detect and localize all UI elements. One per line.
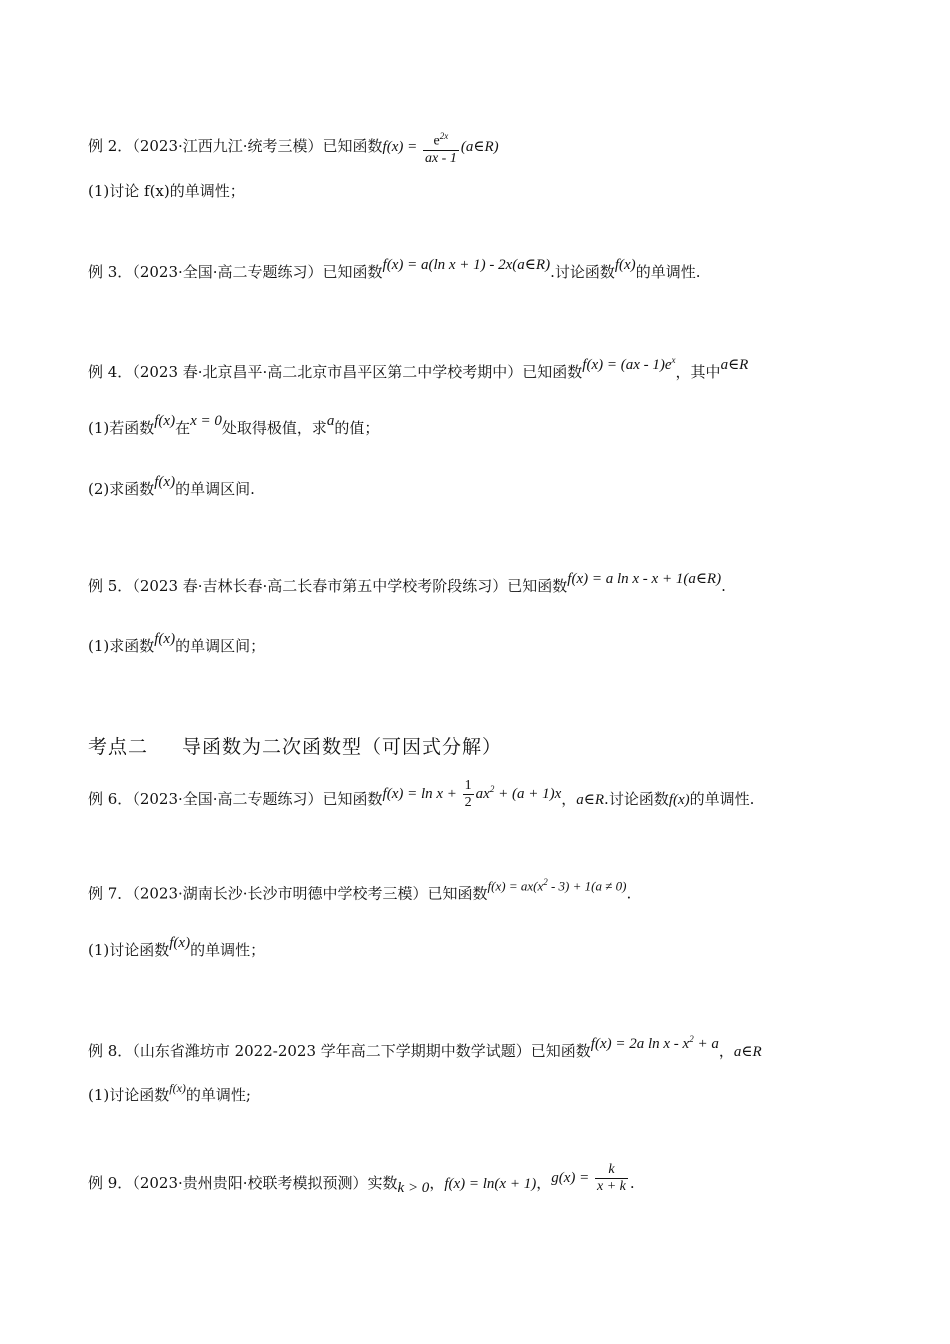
function-formula: f(x) = a(ln x + 1) - 2x(a∈R) (382, 257, 551, 273)
example-4-question-2: (2)求函数f(x)的单调区间. (88, 474, 255, 498)
example-label: 例 5． (88, 577, 133, 595)
section-subtitle: 导函数为二次函数型（可因式分解） (182, 736, 503, 758)
example-7-question-1: (1)讨论函数f(x)的单调性； (88, 935, 266, 959)
example-9-statement: 例 9．（2023·贵州贵阳·校联考模拟预测）实数k > 0，f(x) = ln(x + 1)，g(x) = $\frac{k}{x + k}$ . (88, 1162, 635, 1196)
example-7-statement: 例 7．（2023·湖南长沙·长沙市明德中学校考三模）已知函数$f(x) = ax(x^2 - 3) + 1(a \ne 0)$. (88, 880, 631, 904)
example-8-statement: 例 8．（山东省潍坊市 2022-2023 学年高二下学期期中数学试题）已知函数f(x) = 2a $\ln x - x^2 + a$，a∈R (88, 1037, 762, 1062)
parameter-domain: a∈R (733, 1044, 762, 1060)
parameter-condition: k > 0 (397, 1179, 430, 1196)
parameter-domain: a∈R (576, 791, 605, 808)
example-4-statement: 例 4．（2023 春·北京昌平·高二北京市昌平区第二中学校考期中）已知函数$f(x) = (ax - 1)e^x$，其中a∈R (88, 358, 748, 383)
example-source: （2023 春·北京昌平·高二北京市昌平区第二中学校考期中）已知函数 (132, 363, 583, 381)
example-4-question-1: (1)若函数f(x)在x = 0处取得极值，求a的值； (88, 413, 380, 437)
example-5-statement: 例 5．（2023 春·吉林长春·高二长春市第五中学校考阶段练习）已知函数f(x) = a ln x - x + 1(a∈R). (88, 571, 726, 595)
function-formula: $f(x) = ax(x^2 - 3) + 1(a \ne 0)$ (487, 877, 627, 894)
example-6-statement: 例 6．（2023·全国·高二专题练习）已知函数f(x) = ln x + $\frac{1}{2}$ $ax^2 + (a + 1)x$，a∈R.讨论函数f(x)的单调性. (88, 778, 755, 810)
example-label: 例 6． (88, 789, 133, 808)
section-title: 考点二 (88, 736, 149, 758)
example-label: 例 4． (88, 363, 133, 381)
example-source: （2023·全国·高二专题练习）已知函数 (132, 263, 383, 281)
example-label: 例 2． (88, 136, 133, 155)
example-3-statement: 例 3．（2023·全国·高二专题练习）已知函数f(x) = a(ln x + 1) - 2x(a∈R).讨论函数f(x)的单调性. (88, 257, 701, 281)
example-source: （2023·全国·高二专题练习）已知函数 (132, 789, 383, 808)
function-formula: f(x) = 2a $\ln x - x^2 + a$ (590, 1034, 719, 1052)
example-label: 例 9． (88, 1173, 133, 1192)
example-8-question-1: (1)讨论函数f(x)的单调性; (88, 1081, 251, 1104)
example-label: 例 7． (88, 884, 133, 903)
function-f-formula: f(x) = ln(x + 1) (444, 1175, 537, 1192)
example-source: （2023·贵州贵阳·校联考模拟预测）实数 (132, 1173, 398, 1192)
parameter-domain: a∈R (720, 357, 749, 373)
function-symbol: f(x) (614, 257, 636, 273)
function-formula: $f(x) = (ax - 1)e^x$ (582, 355, 676, 373)
example-source: （2023·湖南长沙·长沙市明德中学校考三模）已知函数 (132, 884, 488, 903)
example-2-statement (88, 128, 499, 167)
function-formula: f(x) = ln x + $\frac{1}{2}$ $ax^2 + (a + 1)x$ (382, 778, 562, 810)
section-heading (88, 732, 502, 759)
example-source: （2023·江西九江·统考三模）已知函数 (132, 136, 383, 155)
function-formula: f(x) = a ln x - x + 1(a∈R) (567, 571, 722, 587)
example-2-question-1: (1)讨论 f(x)的单调性； (88, 182, 245, 200)
example-source: （2023 春·吉林长春·高二长春市第五中学校考阶段练习）已知函数 (132, 577, 568, 595)
function-formula: f(x) = $\frac{e^{2x}}{ax - 1}$ (a∈R) (383, 128, 499, 167)
function-g-formula: g(x) = $\frac{k}{x + k}$ (551, 1162, 626, 1194)
function-symbol: f(x) (668, 791, 690, 808)
example-5-question-1: (1)求函数f(x)的单调区间； (88, 631, 266, 655)
example-source: （山东省潍坊市 2022-2023 学年高二下学期期中数学试题）已知函数 (132, 1042, 591, 1060)
example-label: 例 3． (88, 263, 133, 281)
example-label: 例 8． (88, 1042, 133, 1060)
